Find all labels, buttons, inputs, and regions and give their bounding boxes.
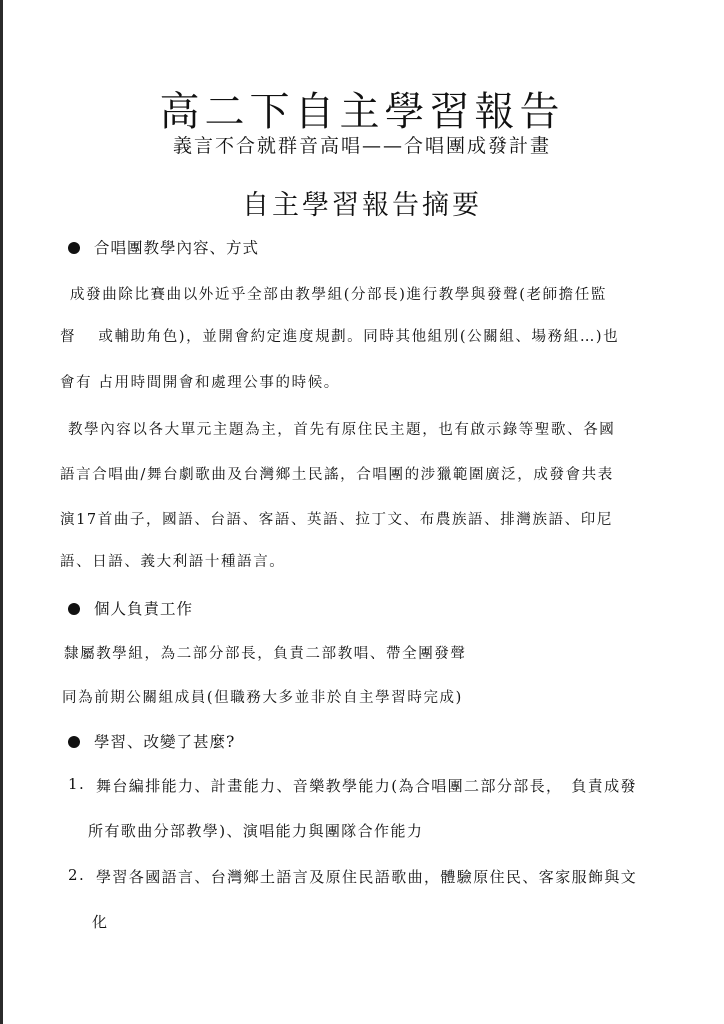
summary-heading: 自主學習報告摘要 (242, 190, 482, 221)
paragraph-line: 督 或輔助角色)，並開會約定進度規劃。同時其他組別(公關組、場務組…)也 (60, 329, 620, 345)
list-item-line: 化 (92, 913, 109, 931)
section-bullet-responsibility (68, 597, 193, 619)
paragraph-line: 教學內容以各大單元主題為主，首先有原住民主題，也有啟示錄等聖歌、各國 (68, 422, 616, 438)
section-heading-text: 個人負責工作 (94, 600, 194, 618)
paragraph-line: 語、日語、義大利語十種語言。 (60, 554, 286, 570)
paragraph-line: 演17首曲子，國語、台語、客語、英語、拉丁文、布農族語、排灣族語、印尼 (60, 512, 613, 528)
list-number: 2. (68, 866, 86, 884)
section-bullet-learning (68, 730, 235, 752)
bullet-dot-icon (68, 242, 80, 254)
bullet-dot-icon (68, 603, 80, 615)
document-subtitle: 義言不合就群音高唱——合唱團成發計畫 (172, 135, 551, 157)
paragraph-line: 會有 占用時間開會和處理公事的時候。 (60, 375, 340, 391)
section-bullet-teaching (68, 236, 259, 258)
list-item-line: 舞台編排能力、計畫能力、音樂教學能力(為合唱團二部分部長， 負責成發 (96, 777, 637, 795)
paragraph-line: 隸屬教學組，為二部分部長，負責二部教唱、帶全團發聲 (64, 646, 467, 662)
section-heading-text: 合唱團教學內容、方式 (94, 239, 260, 257)
list-item-line: 所有歌曲分部教學)、演唱能力與團隊合作能力 (88, 822, 424, 840)
paragraph-line: 語言合唱曲/舞台劇歌曲及台灣鄉土民謠，合唱團的涉獵範圍廣泛，成發會共表 (60, 467, 614, 483)
paragraph-line: 成發曲除比賽曲以外近乎全部由教學組(分部長)進行教學與發聲(老師擔任監 (70, 287, 607, 303)
bullet-dot-icon (68, 736, 80, 748)
document-title: 高二下自主學習報告 (159, 89, 565, 135)
list-number: 1. (68, 775, 86, 793)
list-item-line: 學習各國語言、台灣鄉土語言及原住民語歌曲，體驗原住民、客家服飾與文 (96, 868, 638, 886)
paragraph-line: 同為前期公關組成員(但職務大多並非於自主學習時完成) (62, 690, 463, 706)
section-heading-text: 學習、改變了甚麼? (94, 733, 236, 751)
